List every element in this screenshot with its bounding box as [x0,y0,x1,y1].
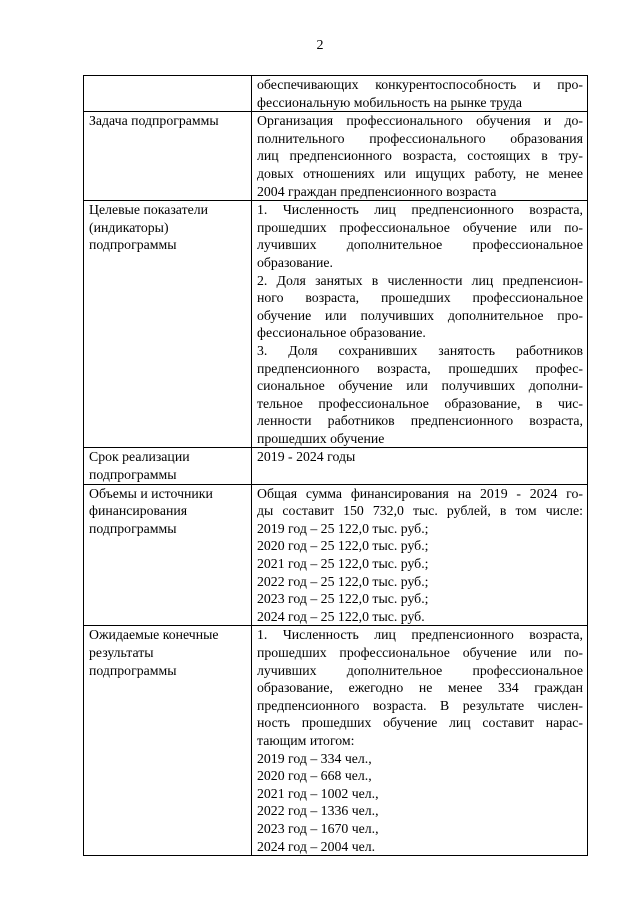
label-cell-indicators [84,201,252,448]
text-line: довых отношениях или ищущих работу, не менее [257,165,583,181]
row-label: финансирования [89,503,188,519]
text-line: лучивших дополнительное профессиональное [257,237,583,253]
value-cell-funding [252,484,588,626]
label-cell-expected-results [84,626,252,856]
row-label: подпрограммы [89,467,177,483]
text-line: ленности работников предпенсионного возраста, [257,413,583,429]
text-line: прошедших профессиональное обучение или по- [257,645,583,660]
text-line: ного возраста, прошедших профессиональное [257,290,583,306]
text-line: предпенсионного возраста. В результате числен- [257,697,583,713]
subprogram-passport-table [83,75,588,856]
text-line: 2020 год – 668 чел., [257,768,372,784]
text-line: 2023 год – 1670 чел., [257,820,379,836]
text-line: 2022 год – 1336 чел., [257,803,379,819]
row-label: Задача подпрограммы [89,113,219,129]
text-line: тающим итогом: [257,732,355,748]
text-line: фессиональную мобильность на рынке труда [257,94,523,110]
label-cell-funding [84,484,252,626]
text-line: прошедших обучение [257,430,385,446]
value-cell-period [252,448,588,484]
text-line: образование. [257,254,334,270]
text-line: 2019 год – 25 122,0 тыс. руб.; [257,520,429,536]
text-line: 2024 год – 25 122,0 тыс. руб. [257,608,425,624]
text-line: предпенсионного возраста, прошедших профес- [257,360,583,376]
row-label: подпрограммы [89,662,177,678]
text-line: прошедших профессиональное обучение или по- [257,219,583,235]
text-line: 1. Численность лиц предпенсионного возраста, [257,627,583,643]
table-row-task [84,112,588,201]
table-row-indicators [84,201,588,448]
text-line: полнительного профессионального образования [257,130,583,146]
label-cell-period [84,448,252,484]
text-line: 2020 год – 25 122,0 тыс. руб.; [257,538,429,554]
text-line: сиональное обучение или получивших дополни- [257,378,583,394]
row-label: подпрограммы [89,520,177,536]
text-line: 2. Доля занятых в численности лиц предпенсион- [257,272,583,288]
text-line: тельное профессиональное образование, в чис- [257,395,583,411]
row-label: (индикаторы) [89,219,169,235]
text-line: 2019 год – 334 чел., [257,750,372,766]
text-line: Организация профессионального обучения и до- [257,113,583,129]
table-row-period [84,448,588,484]
text-line: обучение или получивших дополнительное про- [257,307,583,323]
text-line: фессиональное образование. [257,325,426,341]
text-line: лиц предпенсионного возраста, состоящих в тру- [257,148,583,164]
text-line: образование, ежегодно не менее 334 граждан [257,680,583,696]
text-line: 2023 год – 25 122,0 тыс. руб.; [257,591,429,607]
value-cell-goal [252,76,588,112]
text-line: Общая сумма финансирования на 2019 - 2024 го- [257,485,583,501]
text-line: 2019 - 2024 годы [257,449,356,465]
label-cell-task [84,112,252,201]
row-label: Срок реализации [89,449,190,465]
table-row-funding [84,484,588,626]
text-line: 2022 год – 25 122,0 тыс. руб.; [257,573,429,589]
text-line: 2021 год – 1002 чел., [257,785,379,801]
row-label: Объемы и источники [89,485,213,501]
text-line: 1. Численность лиц предпенсионного возраста, [257,202,583,218]
row-label: Ожидаемые конечные [89,627,219,643]
page-number: 2 [316,38,324,53]
table-row-expected-results [84,626,588,856]
value-cell-expected-results [252,626,588,856]
text-line: 2024 год – 2004 чел. [257,838,376,854]
text-line: ность прошедших обучение лиц составит нарас- [257,715,583,731]
text-line: ды составит 150 732,0 тыс. рублей, в том числе: [257,503,583,519]
row-label: Целевые показатели [89,202,208,218]
text-line: 2004 граждан предпенсионного возраста [257,183,497,199]
text-line: 2021 год – 25 122,0 тыс. руб.; [257,556,429,572]
row-label: результаты [89,645,154,660]
text-line: обеспечивающих конкурентоспособность и про- [257,77,583,92]
value-cell-task [252,112,588,201]
value-cell-indicators [252,201,588,448]
table-row-goal-continuation [84,76,588,112]
text-line: 3. Доля сохранивших занятость работников [257,342,583,358]
text-line: лучивших дополнительное профессиональное [257,662,583,678]
label-cell-empty [84,76,252,112]
row-label: подпрограммы [89,237,177,253]
